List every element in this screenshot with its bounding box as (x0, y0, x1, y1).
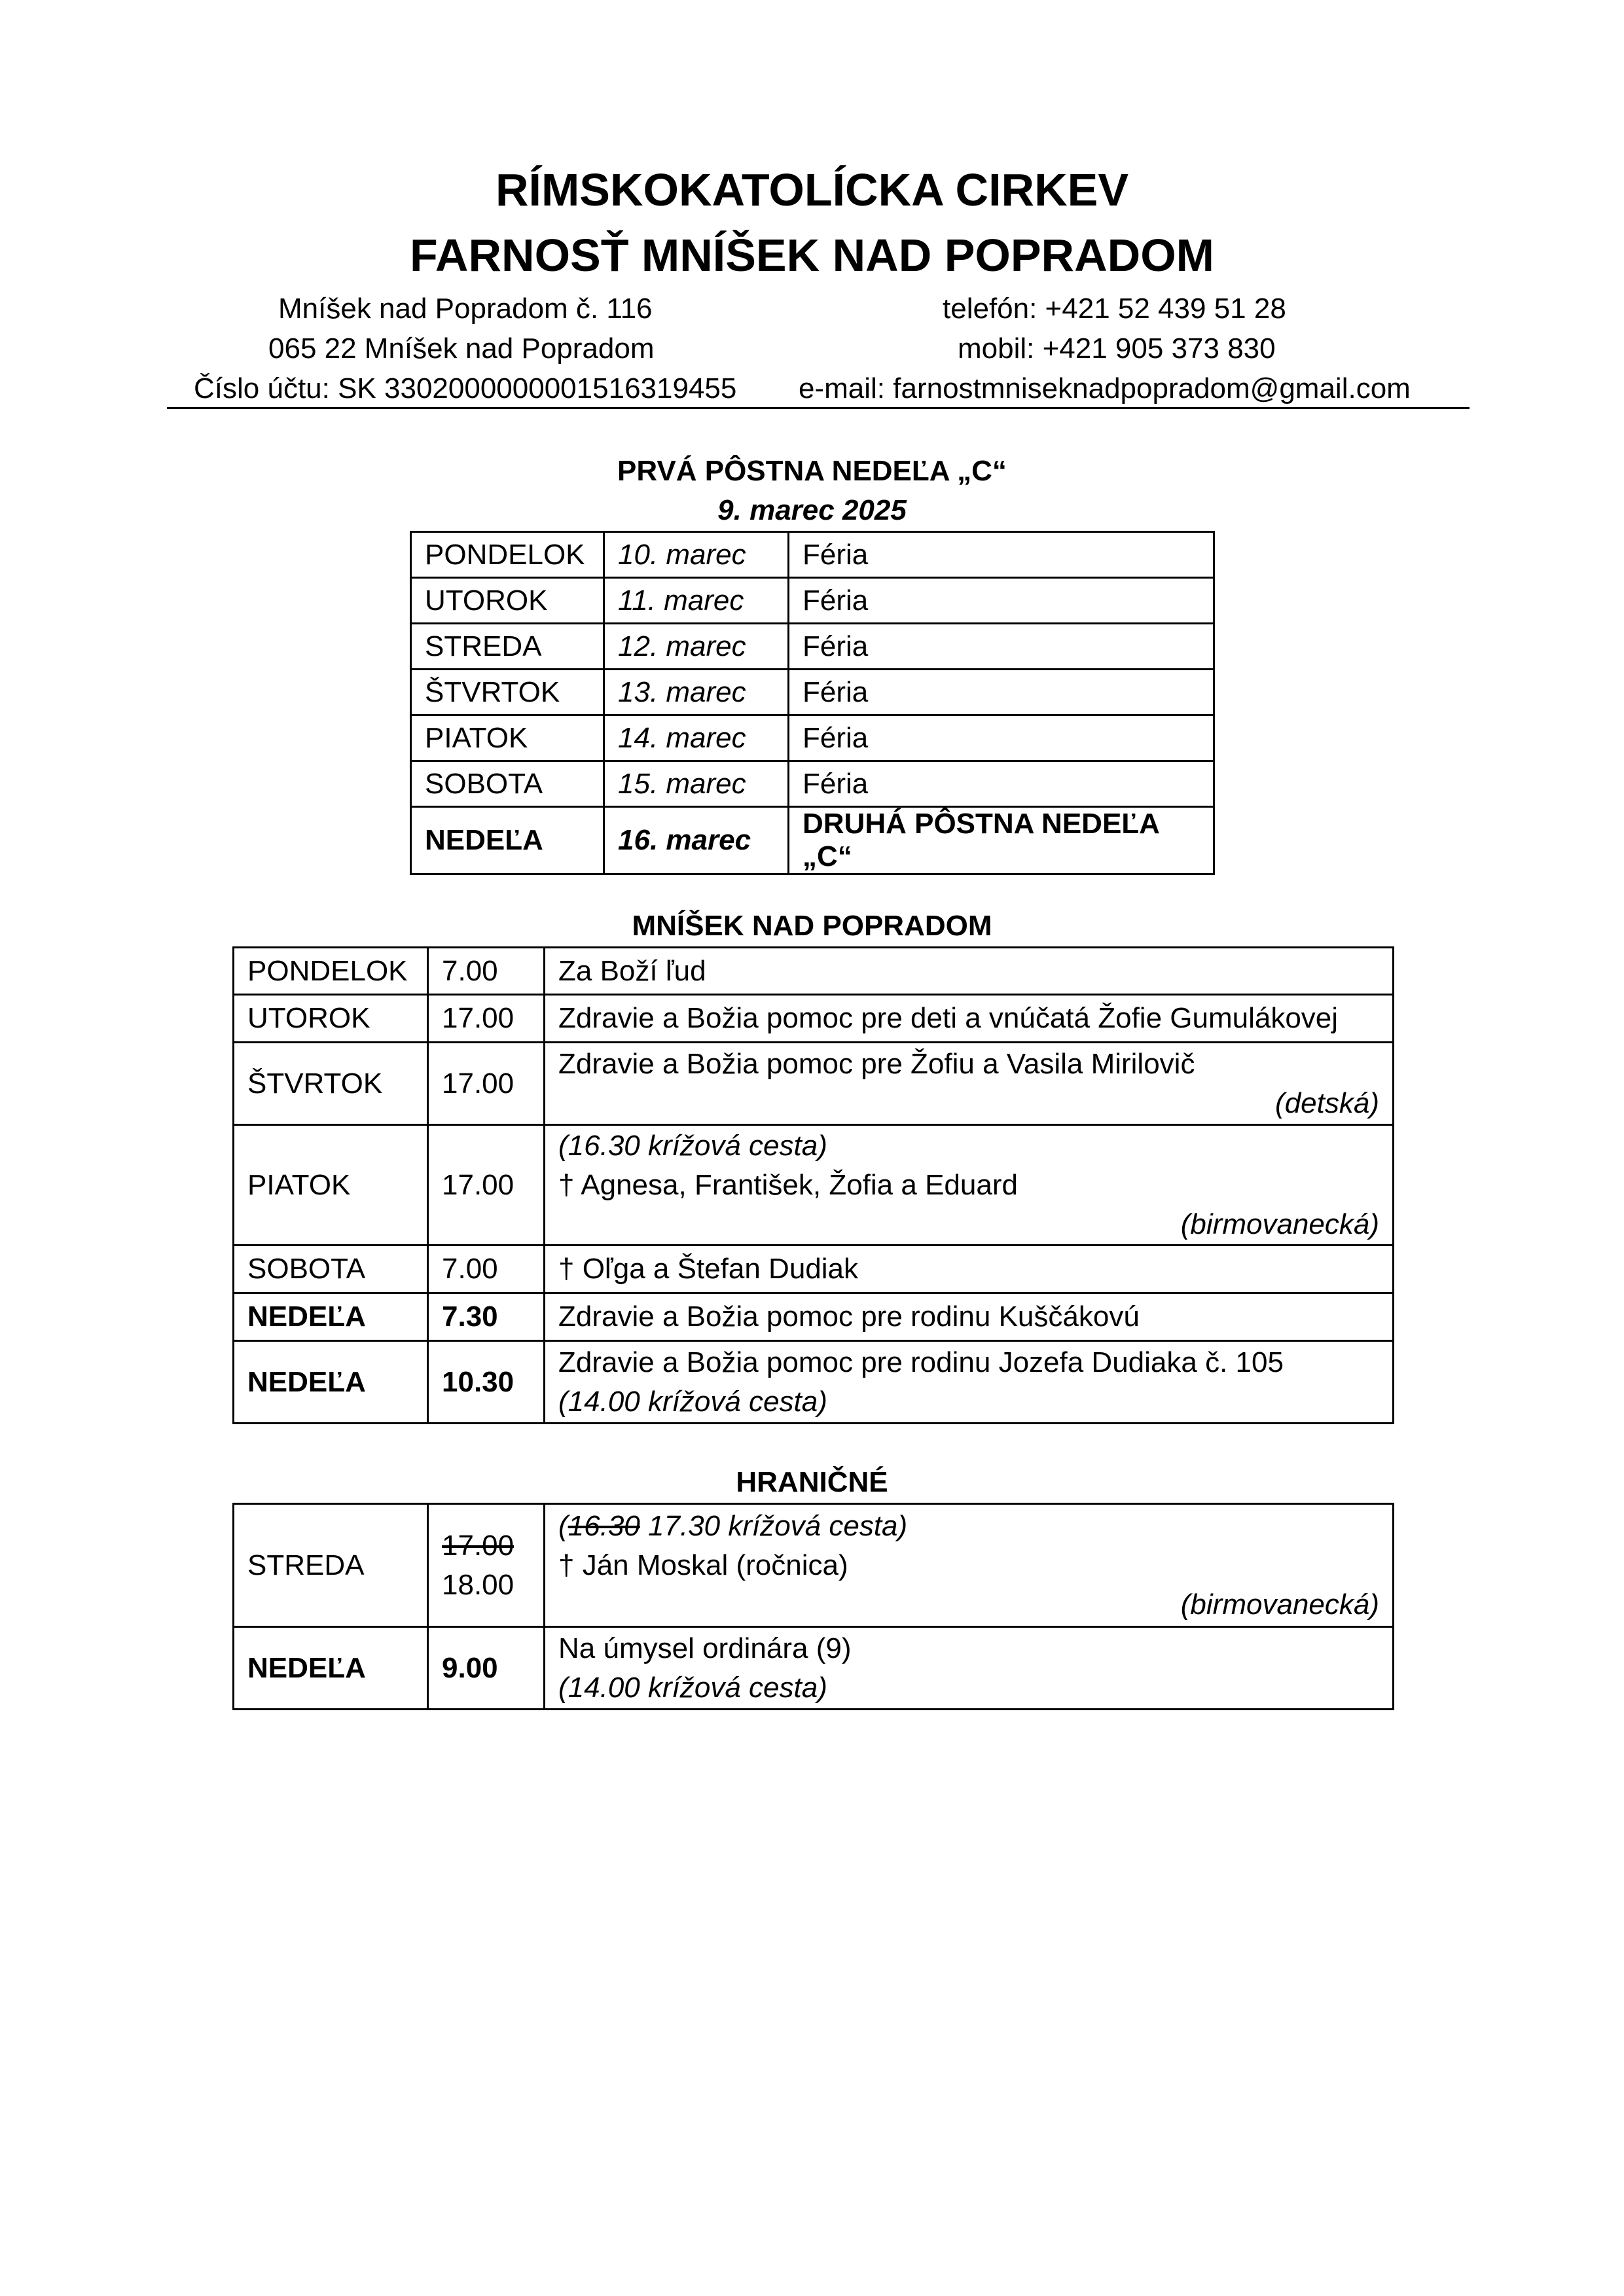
table-row (234, 1627, 1394, 1710)
time-cell (428, 1504, 545, 1627)
intention-cell (545, 1125, 1394, 1246)
table-row (234, 1125, 1394, 1246)
hranicne-mass-table (232, 1503, 1394, 1710)
day-cell: SOBOTA (411, 761, 604, 807)
time-cell: 17.00 (428, 1043, 545, 1125)
stations-rest: 17.30 krížová cesta) (640, 1509, 908, 1542)
feast-cell: Féria (789, 532, 1214, 578)
mnisek-mass-table (232, 946, 1394, 1424)
day-cell: STREDA (234, 1504, 428, 1627)
intention-cell (545, 1504, 1394, 1627)
intention-text: Zdravie a Božia pomoc pre deti a vnúčatá Žofie Gumulákovej (558, 1002, 1339, 1034)
table-row (411, 715, 1214, 761)
intention-cell (545, 948, 1394, 995)
feast-cell: Féria (789, 624, 1214, 670)
day-cell: PIATOK (234, 1125, 428, 1246)
table-row (411, 532, 1214, 578)
mass-note: (birmovanecká) (1180, 1588, 1379, 1621)
table-row (411, 670, 1214, 715)
table-row (234, 1504, 1394, 1627)
intention-cell (545, 1627, 1394, 1710)
day-cell: PONDELOK (234, 948, 428, 995)
week-calendar-table (410, 531, 1215, 875)
cancelled-stations-time: 16.30 (568, 1509, 640, 1542)
stations-of-cross-note: (14.00 krížová cesta) (558, 1385, 827, 1418)
paren-open: ( (558, 1509, 568, 1542)
intention-text: † Agnesa, František, Žofia a Eduard (558, 1168, 1018, 1201)
table-row (411, 761, 1214, 807)
intention-text: Zdravie a Božia pomoc pre rodinu Jozefa Dudiaka č. 105 (558, 1346, 1284, 1378)
intention-cell (545, 1246, 1394, 1293)
feast-cell: Féria (789, 670, 1214, 715)
hranicne-section-title: HRANIČNÉ (736, 1466, 888, 1498)
time-cell: 7.30 (428, 1293, 545, 1341)
mass-note: (birmovanecká) (1180, 1208, 1379, 1240)
address-line-1: Mníšek nad Popradom č. 116 (278, 293, 653, 325)
time-cell: 7.00 (428, 1246, 545, 1293)
day-cell: SOBOTA (234, 1246, 428, 1293)
table-row (234, 1341, 1394, 1424)
table-row (411, 807, 1214, 874)
time-cell: 9.00 (428, 1627, 545, 1710)
intention-cell (545, 1341, 1394, 1424)
table-row (234, 948, 1394, 995)
date-cell: 11. marec (604, 578, 789, 624)
week-date: 9. marec 2025 (717, 494, 907, 526)
intention-text: Za Boží ľud (558, 954, 706, 987)
parish-title-church: RÍMSKOKATOLÍCKA CIRKEV (495, 164, 1129, 215)
time-cell: 17.00 (428, 1125, 545, 1246)
day-cell: NEDEĽA (234, 1341, 428, 1424)
date-cell: 15. marec (604, 761, 789, 807)
parish-title-name: FARNOSŤ MNÍŠEK NAD POPRADOM (410, 230, 1214, 281)
table-row (234, 1043, 1394, 1125)
day-cell: NEDEĽA (234, 1627, 428, 1710)
intention-cell (545, 1043, 1394, 1125)
intention-text: † Oľga a Štefan Dudiak (558, 1253, 859, 1285)
date-cell: 14. marec (604, 715, 789, 761)
intention-text: Na úmysel ordinára (9) (558, 1632, 852, 1664)
table-row (411, 624, 1214, 670)
stations-of-cross-note (558, 1507, 1379, 1546)
day-cell: NEDEĽA (411, 807, 604, 874)
date-cell: 10. marec (604, 532, 789, 578)
bank-account: Číslo účtu: SK 3302000000001516319455 (194, 372, 737, 404)
email-address: e-mail: farnostmniseknadpopradom@gmail.com (799, 372, 1411, 404)
feast-cell: Féria (789, 715, 1214, 761)
date-cell: 16. marec (604, 807, 789, 874)
day-cell: PONDELOK (411, 532, 604, 578)
phone-number: telefón: +421 52 439 51 28 (943, 293, 1286, 325)
cancelled-time: 17.00 (442, 1529, 514, 1562)
stations-of-cross-note: (16.30 krížová cesta) (558, 1129, 827, 1162)
time-cell: 10.30 (428, 1341, 545, 1424)
week-title: PRVÁ PÔSTNA NEDEĽA „C“ (617, 455, 1007, 487)
date-cell: 13. marec (604, 670, 789, 715)
mass-note: (detská) (1275, 1086, 1379, 1119)
stations-of-cross-note: (14.00 krížová cesta) (558, 1671, 827, 1704)
address-line-2: 065 22 Mníšek nad Popradom (268, 332, 655, 365)
table-row (234, 995, 1394, 1043)
table-row (234, 1293, 1394, 1341)
intention-cell (545, 1293, 1394, 1341)
mobile-number: mobil: +421 905 373 830 (958, 332, 1276, 365)
intention-cell (545, 995, 1394, 1043)
intention-text: † Ján Moskal (ročnica) (558, 1549, 848, 1581)
day-cell: STREDA (411, 624, 604, 670)
day-cell: UTOROK (234, 995, 428, 1043)
new-time: 18.00 (442, 1568, 514, 1601)
day-cell: NEDEĽA (234, 1293, 428, 1341)
day-cell: ŠTVRTOK (411, 670, 604, 715)
time-cell: 17.00 (428, 995, 545, 1043)
day-cell: PIATOK (411, 715, 604, 761)
table-row (411, 578, 1214, 624)
date-cell: 12. marec (604, 624, 789, 670)
header-divider (167, 407, 1470, 409)
feast-cell: Féria (789, 578, 1214, 624)
feast-cell: DRUHÁ PÔSTNA NEDEĽA „C“ (789, 807, 1214, 874)
mnisek-section-title: MNÍŠEK NAD POPRADOM (632, 910, 992, 942)
table-row (234, 1246, 1394, 1293)
day-cell: UTOROK (411, 578, 604, 624)
feast-cell: Féria (789, 761, 1214, 807)
time-cell: 7.00 (428, 948, 545, 995)
day-cell: ŠTVRTOK (234, 1043, 428, 1125)
intention-text: Zdravie a Božia pomoc pre Žofiu a Vasila Mirilovič (558, 1047, 1195, 1080)
intention-text: Zdravie a Božia pomoc pre rodinu Kuščákovú (558, 1300, 1140, 1333)
